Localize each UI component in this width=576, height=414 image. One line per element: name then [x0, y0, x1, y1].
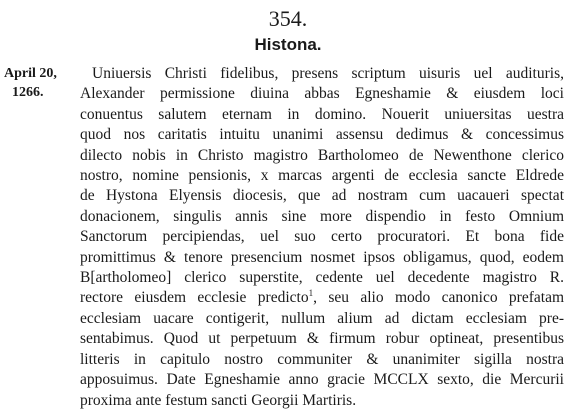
body-line: Sanctorum percipiendas, uel suo certo procuratori. Et bona fide: [80, 228, 564, 246]
body-line: litteris in capitulo nostro communiter & unanimiter sigilla nostra: [80, 350, 564, 368]
body-line: ecclesiam uacare contigerit, nullum alium ad dictam ecclesiam pre-: [80, 309, 564, 327]
body-text: , seu alio modo canonico prefatam: [313, 289, 565, 307]
document-date: [0, 64, 80, 102]
body-line-with-footnote: [80, 288, 564, 308]
body-line: de Hystona Elyensis diocesis, que ad nostram cum uacaueri spectat: [80, 187, 564, 205]
document-title: Histona.: [254, 35, 322, 54]
body-text: rectore eiusdem ecclesie predicto: [80, 289, 309, 307]
body-line: apposuimus. Date Egneshamie anno gracie MCCLX sexto, die Mercurii: [80, 371, 564, 389]
body-line: conuentus salutem eternam in domino. Nouerit uniuersitas uestra: [80, 105, 564, 123]
body-line: dilecto nobis in Christo magistro Bartholomeo de Newenthone clerico: [80, 146, 564, 164]
body-line: sentabimus. Quod ut perpetuum & firmum robur optineat, presentibus: [80, 330, 564, 348]
body-line: nostro, nomine pensionis, x marcas argenti de ecclesia sancte Eldrede: [80, 167, 564, 185]
date-year: 1266.: [12, 85, 44, 100]
footnote-ref: 1: [308, 288, 314, 299]
body-line: donacionem, singulis annis sine more dispendio in festo Omnium: [80, 207, 564, 225]
body-line: quod nos caritatis intuitu unanimi assensu dedimus & concessimus: [80, 126, 564, 144]
body-line: promittimus & tenore presencium nosmet ipsos obligamus, quod, eodem: [80, 248, 564, 266]
document-number: 354.: [268, 6, 308, 31]
document-body: [80, 64, 564, 411]
date-month-day: April 20,: [4, 66, 57, 81]
body-line: Alexander permissione diuina abbas Egneshamie & eiusdem loci: [80, 85, 564, 103]
body-line: B[artholomeo] clerico superstite, cedente uel decedente magistro R.: [80, 269, 564, 287]
body-line: proxima ante festum sancti Georgii Martiris.: [80, 391, 357, 409]
body-line: Uniuersis Christi fidelibus, presens scriptum uisuris uel audituris,: [92, 65, 564, 82]
